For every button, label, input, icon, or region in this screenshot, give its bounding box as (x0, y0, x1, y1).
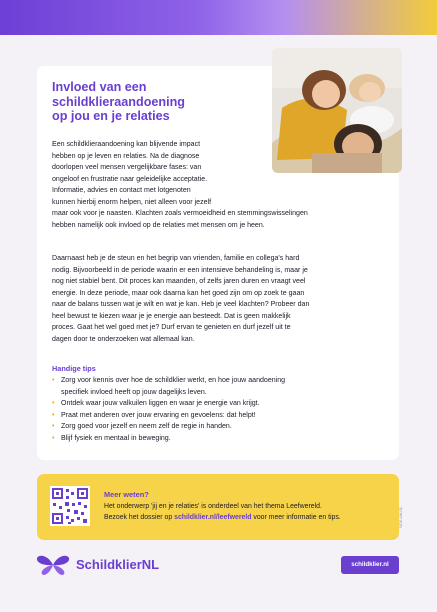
bullet-icon: • (52, 434, 55, 442)
bullet-icon: • (52, 400, 55, 408)
text-line: Daarnaast heb je de steun en het begrip van vrienden, familie en collega's hard (52, 255, 300, 262)
top-gradient-band (0, 0, 437, 35)
tip-text: Blijf fysiek en mentaal in beweging. (61, 434, 171, 442)
text-line: heel bewust te kiezen waar je je energie aan besteedt. Dat is geen makkelijk (52, 312, 291, 320)
brand-name: SchildklierNL (76, 557, 160, 572)
dossier-link[interactable]: schildklier.nl/leefwereld (174, 514, 252, 521)
text-line: doorlopen veel mensen vergelijkbare fases: van (52, 164, 202, 172)
text-line: energie. In deze periode, maar ook daarna kan het goed zijn om op zoek te gaan (52, 289, 305, 297)
text-line: ongeloof en frustratie naar geleidelijke acceptatie. (52, 175, 208, 183)
info-text-post: voor meer informatie en tips. (251, 514, 341, 521)
info-text: Het onderwerp 'jij en je relaties' is onderdeel van het thema Leefwereld. (104, 503, 322, 510)
tip-text: Ontdek waar jouw valkuilen liggen en waar je energie van krijgt. (61, 400, 260, 408)
text-line: nodig. Bijvoorbeeld in de periode waarin er een intensieve behandeling is, maar je (52, 266, 308, 274)
info-text-pre: Bezoek het dossier op (104, 514, 175, 521)
list-item (52, 421, 285, 433)
text-line: hebben op je leven en relaties. Na de diagnose (52, 152, 200, 160)
bullet-icon: • (52, 411, 55, 419)
title-line: op jou en je relaties (52, 109, 170, 123)
text-line: Een schildklieraandoening kan blijvende impact (52, 141, 201, 148)
text-line: Informatie, advies en contact met lotgenoten (52, 187, 191, 195)
text-line: kunnen hierbij enorm helpen, niet alleen voor jezelf (52, 198, 212, 206)
bullet-icon: • (52, 423, 55, 431)
title-line: schildklieraandoening (52, 94, 185, 109)
website-button[interactable]: schildklier.nl (341, 556, 399, 574)
article-title (52, 80, 242, 124)
tip-text: specifiek invloed heeft op jouw dagelijks leven. (61, 388, 207, 396)
text-line: naar de balans tussen wat je wilt en wat je kan. Heb je veel klachten? Probeer dan (52, 301, 310, 309)
info-text (104, 513, 341, 523)
title-line: Invloed van een (52, 80, 147, 94)
tip-text: Praat met anderen over jouw ervaring en gevoelens: dat helpt! (61, 411, 256, 419)
tips-heading: Handige tips (52, 364, 96, 373)
text-line: dagen door te onderzoeken wat allemaal kan. (52, 335, 195, 343)
support-paragraph (52, 253, 309, 345)
list-item (52, 410, 285, 422)
tip-text: Zorg goed voor jezelf en neem zelf de regie in handen. (61, 423, 232, 431)
text-line: proces. Gaat het wel goed met je? Durf ervan te genieten en durf jezelf uit te (52, 324, 291, 332)
list-item (52, 375, 285, 398)
info-title: Meer weten? (104, 490, 149, 499)
text-line: nog niet stabiel bent. Dit proces kan maanden, of zelfs jaren duren en vraagt veel (52, 278, 306, 286)
qr-code-icon[interactable] (50, 486, 90, 526)
tip-text: Zorg voor kennis over hoe de schildklier werkt, en hoe jouw aandoening (61, 377, 286, 384)
tips-list (52, 375, 285, 444)
list-item (52, 433, 285, 445)
text-line: maar ook voor je naasten. Klachten zoals vermoeidheid en stemmingswisselingen (52, 210, 308, 218)
butterfly-logo-icon (36, 553, 70, 577)
bullet-icon: • (52, 377, 55, 384)
text-line: hebben namelijk ook invloed op de relaties met mensen om je heen. (52, 221, 265, 229)
intro-paragraph (52, 139, 308, 231)
document-code: SCK-LW-01 (398, 507, 403, 528)
list-item (52, 398, 285, 410)
